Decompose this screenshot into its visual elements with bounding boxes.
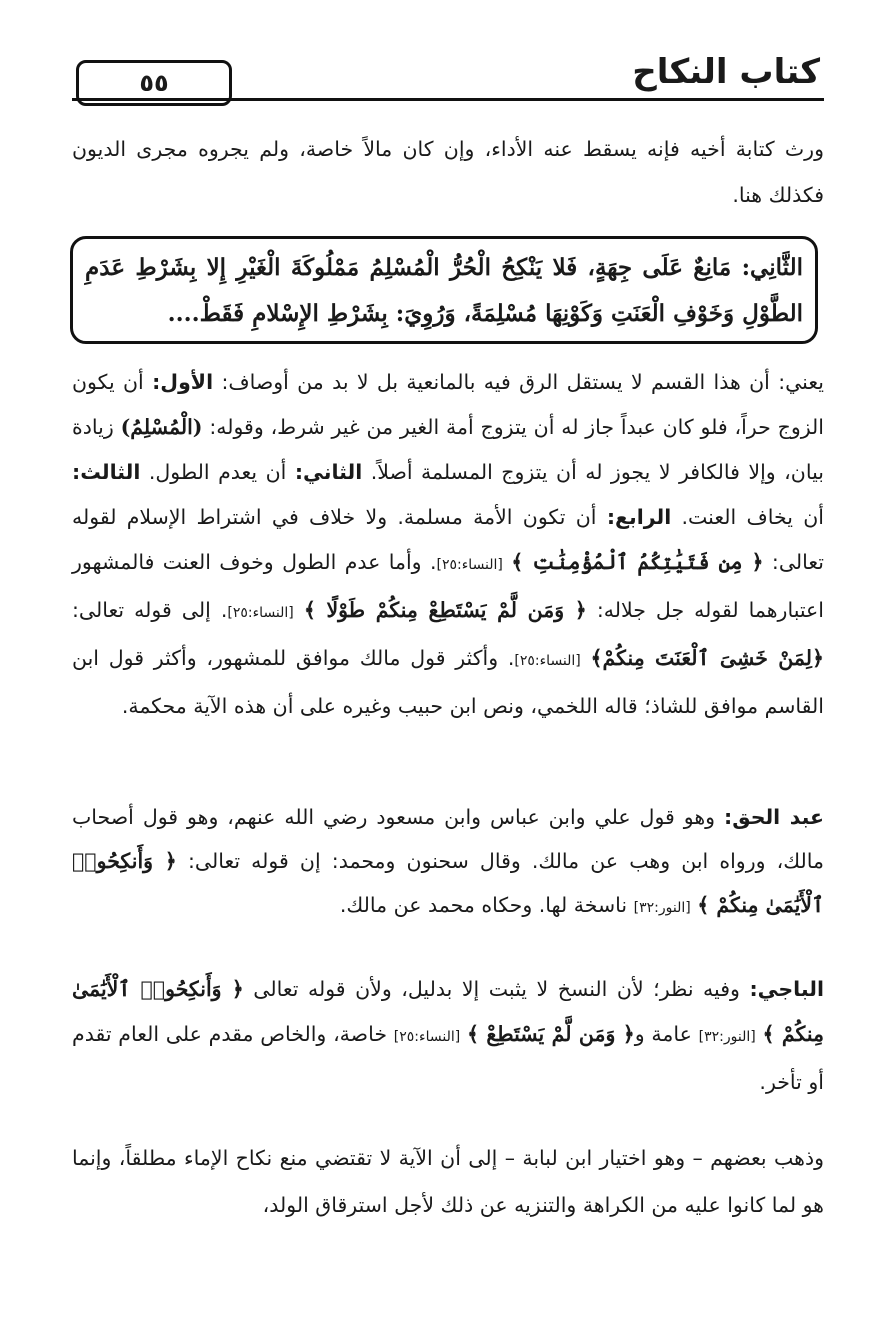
paragraph-final [72, 1135, 824, 1229]
quran-verse: ﴿ وَمَن لَّمْ يَسْتَطِعْ ﴾ [466, 1022, 635, 1046]
verse-reference: [النساء:٢٥] [514, 653, 581, 669]
quoted-word: (الْمُسْلِمُ) [120, 415, 203, 439]
paragraph-continuation [72, 126, 824, 218]
text-span: وهو قول علي وابن عباس وابن مسعود رضي الله عنهم، وهو قول أصحاب مالك، ورواه ابن وهب عن مالك. وقال سحنون ومحمد: إن قوله تعالى: [72, 805, 824, 873]
text-span: خاصة، والخاص مقدم على العام تقدم أو تأخر. [72, 1022, 824, 1094]
text-span: زيادة بيان، وإلا فالكافر لا يجوز له أن يتزوج المسلمة أصلاً. [72, 415, 824, 484]
header-rule [72, 98, 824, 101]
verse-reference: [النور:٣٢] [633, 900, 691, 916]
page-header [72, 48, 824, 108]
paragraph-text: وذهب بعضهم – وهو اختيار ابن لبابة – إلى أن الآية لا تقتضي منع نكاح الإماء مطلقاً، وإنما هو لما كانوا عليه من الكراهة والتنزيه عن ذلك لأجل استرقاق الولد، [72, 1146, 824, 1217]
page-number: ٥٥ [139, 69, 169, 97]
text-span: ناسخة لها. وحكاه محمد عن مالك. [339, 893, 628, 917]
citation-paragraph-al-baji [72, 967, 824, 1105]
matn-box [70, 236, 818, 344]
text-span: أن يعدم الطول. [148, 460, 287, 484]
quran-verse: ﴿ وَأَنكِحُوا۟ ٱلْأَيَٰمَىٰ مِنكُمْ ﴾ [72, 849, 824, 917]
enum-label-third: الثالث: [72, 460, 141, 484]
text-span: عامة و [634, 1022, 692, 1046]
quran-verse: ﴿ مِن فَتَيَٰتِكُمُ ٱلْمُؤْمِنَٰتِ ﴾ [511, 550, 764, 574]
text-span: وفيه نظر؛ لأن النسخ لا يثبت إلا بدليل، ولأن قوله تعالى [253, 977, 740, 1001]
matn-text: مَانِعٌ عَلَى جِهَةٍ، فَلا يَنْكِحُ الْحُرُّ الْمُسْلِمُ مَمْلُوكَةَ الْغَيْرِ إِلا بِشَرْطِ عَدَمِ الطَّوْلِ وَخَوْفِ الْعَنَتِ وَكَوْنِهَا مُسْلِمَةً، وَرُوِيَ: بِشَرْطِ الإِسْلامِ فَقَطْ.... [85, 254, 803, 327]
cited-author: عبد الحق: [724, 805, 824, 829]
quran-verse: ﴿ وَأَنكِحُوا۟ ٱلْأَيَٰمَىٰ مِنكُمْ ﴾ [72, 977, 824, 1046]
cited-author: الباجي: [749, 977, 824, 1001]
matn-label: الثَّانِي: [741, 254, 803, 281]
paragraph-text: ورث كتابة أخيه فإنه يسقط عنه الأداء، وإن كان مالاً خاصة، ولم يجروه مجرى الديون فكذلك هنا. [72, 137, 824, 207]
enum-label-second: الثاني: [294, 460, 363, 484]
citation-paragraph-abd-al-haqq [72, 795, 824, 930]
enum-label-fourth: الرابع: [606, 505, 672, 529]
text-span: أن يكون الزوج حراً، فلو كان عبداً جاز له أن يتزوج أمة الغير من غير شرط، وقوله: [72, 370, 824, 439]
quran-verse: ﴿ وَمَن لَّمْ يَسْتَطِعْ مِنكُمْ طَوْلًا ﴾ [303, 598, 587, 622]
text-span: أن تكون الأمة مسلمة. ولا خلاف في اشتراط الإسلام لقوله تعالى: [72, 505, 824, 574]
text-span: . وأما عدم الطول وخوف العنت فالمشهور اعتبارهما لقوله جل جلاله: [72, 550, 824, 622]
verse-reference: [النساء:٢٥] [436, 557, 503, 573]
running-title: كتاب النكاح [632, 52, 820, 92]
text-span: . وأكثر قول مالك موافق للمشهور، وأكثر قول ابن القاسم موافق للشاذ؛ قاله اللخمي، ونص ابن حبيب وغيره على أن هذه الآية محكمة. [72, 646, 824, 718]
verse-reference: [النساء:٢٥] [227, 605, 294, 621]
text-span: أن يخاف العنت. [681, 505, 824, 529]
text-span: . إلى قوله تعالى: [72, 598, 228, 622]
verse-reference: [النساء:٢٥] [393, 1029, 461, 1045]
enum-label-first: الأول: [152, 370, 214, 394]
text-span: يعني: أن هذا القسم لا يستقل الرق فيه بالمانعية بل لا بد من أوصاف: [221, 370, 824, 394]
commentary-paragraph [72, 360, 824, 729]
quran-verse: ﴿لِمَنْ خَشِىَ ٱلْعَنَتَ مِنكُمْ﴾ [590, 646, 824, 670]
verse-reference: [النور:٣٢] [698, 1029, 756, 1045]
